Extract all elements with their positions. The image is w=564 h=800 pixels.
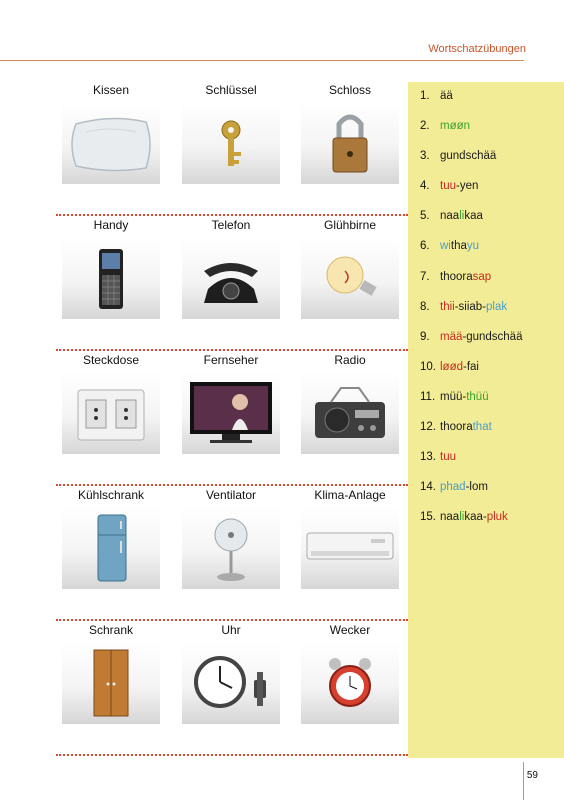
- vocab-card-label: Glühbirne: [323, 218, 377, 232]
- dotted-separator: [56, 619, 408, 621]
- vocab-card: [176, 487, 286, 503]
- vocab-entry: [420, 148, 522, 178]
- vocab-card: [295, 352, 405, 368]
- vocab-number: 1.: [420, 90, 430, 102]
- vocab-number: 15.: [420, 511, 436, 524]
- vocab-card: [295, 217, 405, 233]
- vocab-number: 5.: [420, 210, 430, 223]
- vocab-number: 2.: [420, 120, 430, 133]
- vocab-entry: [420, 389, 522, 419]
- vocab-entry: [420, 178, 522, 208]
- vocab-syllable: li: [459, 511, 465, 524]
- vocab-entry: [420, 269, 522, 299]
- vocab-entry: [420, 299, 522, 329]
- vocab-card-label: Schloss: [328, 83, 372, 97]
- vocab-syllable: kaa-: [464, 511, 487, 524]
- dotted-separator: [56, 214, 408, 216]
- vocab-card: [56, 352, 166, 368]
- vocab-syllable: -lom: [465, 481, 488, 494]
- padlock-icon: [301, 102, 399, 184]
- vocab-syllable: -yen: [456, 180, 479, 193]
- vocab-syllable: phad: [440, 481, 466, 494]
- vocab-card-label: Fernseher: [203, 353, 259, 367]
- light-bulb-icon: [301, 237, 399, 319]
- vocab-card: [56, 217, 166, 233]
- vocab-syllable: naa: [440, 511, 460, 524]
- vocab-card-label: Schrank: [88, 623, 134, 637]
- vocab-syllable: -fai: [463, 360, 479, 373]
- vocab-syllable: thüü: [466, 390, 489, 403]
- vocab-card: [56, 487, 166, 503]
- vocab-syllable: naa: [440, 210, 460, 223]
- vocab-syllable: kaa: [464, 210, 483, 223]
- clock-icon: [182, 642, 280, 724]
- power-socket-icon: [62, 372, 160, 454]
- key-icon: [182, 102, 280, 184]
- vocab-entry: [420, 359, 522, 389]
- vocab-entry: [420, 509, 522, 539]
- mobile-phone-icon: [62, 237, 160, 319]
- vocab-entry: [420, 238, 522, 268]
- vocab-card: [176, 217, 286, 233]
- vocab-card-label: Uhr: [221, 623, 241, 637]
- vocab-card-label: Handy: [93, 218, 129, 232]
- vocab-syllable: tuu: [440, 451, 456, 464]
- vocab-entry: [420, 419, 522, 449]
- vocab-syllable: pluk: [486, 511, 508, 524]
- vocab-syllable: sap: [472, 270, 492, 283]
- air-conditioner-icon: [301, 507, 399, 589]
- vocab-card-label: Wecker: [329, 623, 371, 637]
- section-title: Wortschatzübungen: [428, 43, 526, 55]
- vocab-number: 9.: [420, 330, 430, 343]
- vocab-entry: [420, 479, 522, 509]
- vocab-number: 8.: [420, 300, 430, 313]
- vocab-card: [56, 82, 166, 98]
- vocab-entry: [420, 118, 522, 148]
- vocab-syllable: wi: [440, 240, 451, 253]
- vocab-syllable: plak: [486, 300, 508, 313]
- vocabulary-list: [420, 88, 522, 539]
- header-rule: [0, 60, 524, 61]
- vocabulary-panel: [408, 82, 564, 758]
- vocab-number: 14.: [420, 481, 436, 494]
- vocab-number: 11.: [420, 390, 436, 403]
- fan-icon: [182, 507, 280, 589]
- vocab-card: [176, 352, 286, 368]
- vocab-syllable: thoora: [440, 421, 473, 434]
- alarm-clock-icon: [301, 642, 399, 724]
- vocab-card-label: Telefon: [211, 218, 251, 232]
- dotted-separator: [56, 754, 408, 756]
- vocab-syllable: tuu: [440, 180, 456, 193]
- vocab-card: [176, 82, 286, 98]
- vocab-syllable: mää: [440, 330, 463, 343]
- vocab-entry: [420, 208, 522, 238]
- vocab-card-label: Ventilator: [205, 488, 257, 502]
- vocab-syllable: müü-: [440, 390, 467, 403]
- vocab-syllable: ää: [440, 90, 453, 102]
- vocab-syllable: li: [459, 210, 465, 223]
- vocab-card: [295, 487, 405, 503]
- vocab-number: 6.: [420, 240, 430, 253]
- vocab-syllable: tha: [450, 240, 467, 253]
- vocab-card: [176, 622, 286, 638]
- vocab-card-label: Kühlschrank: [77, 488, 145, 502]
- vocab-syllable: -siiab-: [454, 300, 487, 313]
- vocab-card: [56, 622, 166, 638]
- page-number: 59: [526, 770, 538, 781]
- vocab-entry: [420, 329, 522, 359]
- vocab-entry: [420, 88, 522, 118]
- vocab-entry: [420, 449, 522, 479]
- dotted-separator: [56, 349, 408, 351]
- vocab-number: 13.: [420, 451, 436, 464]
- radio-icon: [301, 372, 399, 454]
- vocab-card: [295, 82, 405, 98]
- vocab-number: 7.: [420, 270, 430, 283]
- vocab-card-label: Steckdose: [82, 353, 140, 367]
- refrigerator-icon: [62, 507, 160, 589]
- vocab-card-label: Klima-Anlage: [314, 488, 386, 502]
- vocab-syllable: thoora: [440, 270, 473, 283]
- television-icon: [182, 372, 280, 454]
- telephone-icon: [182, 237, 280, 319]
- vocab-syllable: thii: [440, 300, 455, 313]
- wardrobe-icon: [62, 642, 160, 724]
- vocab-syllable: yu: [466, 240, 480, 253]
- vocab-card-label: Schlüssel: [205, 83, 257, 97]
- vocab-syllable: løød: [440, 360, 463, 373]
- vocab-number: 3.: [420, 150, 430, 163]
- page-number-rule: [523, 762, 524, 800]
- vocab-syllable: -gundschää: [462, 330, 523, 343]
- vocab-syllable: gundschää: [440, 150, 497, 163]
- vocab-syllable: that: [472, 421, 492, 434]
- vocab-card-label: Radio: [334, 353, 366, 367]
- vocab-card: [295, 622, 405, 638]
- dotted-separator: [56, 484, 408, 486]
- pillow-icon: [62, 102, 160, 184]
- vocab-syllable: møøn: [440, 120, 471, 133]
- vocab-card-label: Kissen: [92, 83, 130, 97]
- vocab-number: 12.: [420, 421, 436, 434]
- vocab-number: 10.: [420, 360, 436, 373]
- vocab-number: 4.: [420, 180, 430, 193]
